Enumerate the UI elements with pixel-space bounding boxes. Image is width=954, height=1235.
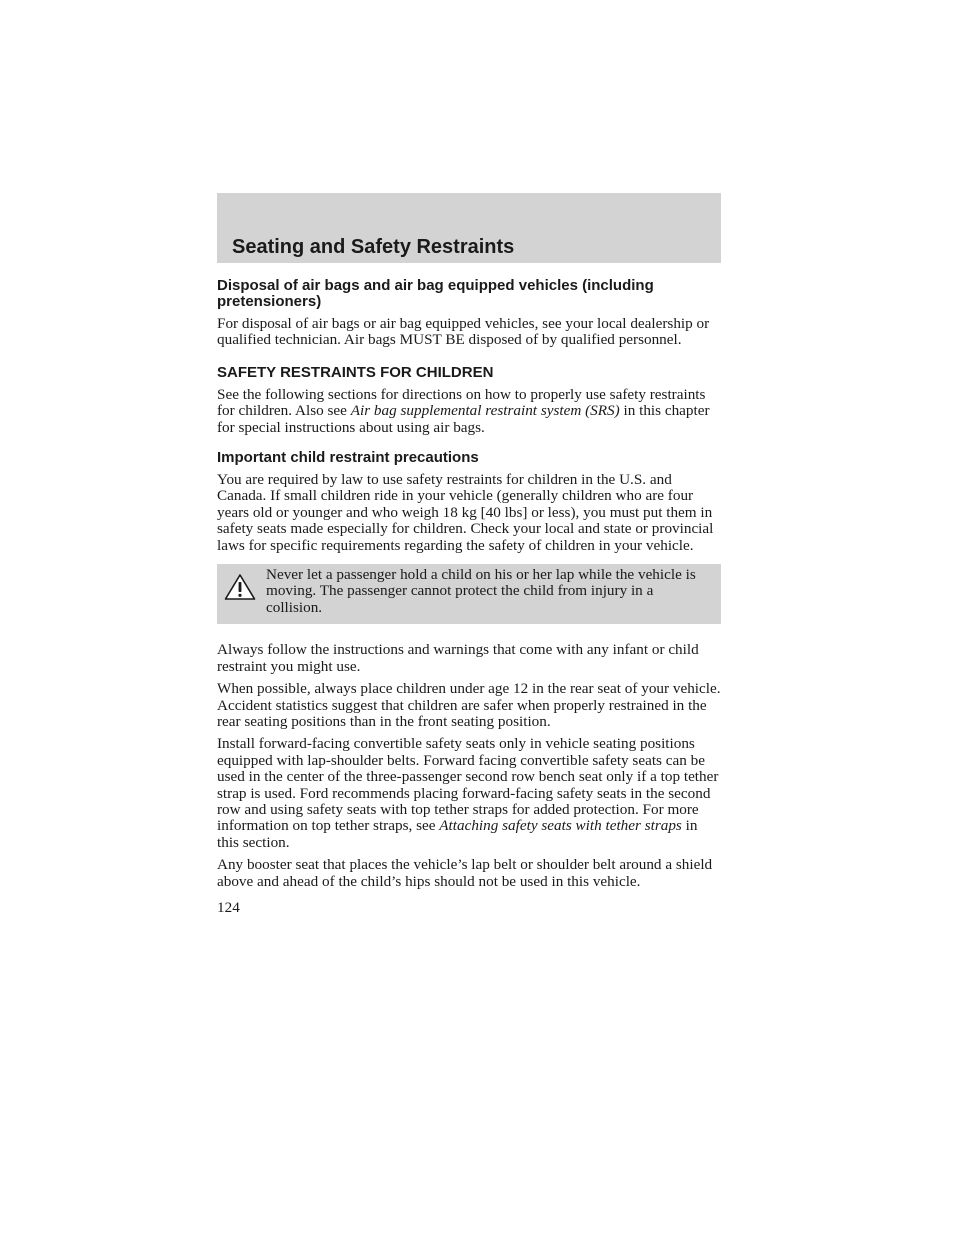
children-paragraph xyxy=(217,387,721,436)
install-text-start: Install forward-facing convertible safety seats only in vehicle seating positions equipped with lap-shoulder belts. Forward facing convertible safety seats can be used in the center of the three-passenger second row bench seat only if a top tether strap is used. Ford recommends placing forward-facing safety seats in the second row and using safety seats with top tether straps for added protection. For more information on top tether straps, see xyxy=(217,735,719,835)
children-heading: SAFETY RESTRAINTS FOR CHILDREN xyxy=(217,363,494,381)
disposal-heading: Disposal of air bags and air bag equipped vehicles (including pretensioners) xyxy=(217,277,654,310)
install-paragraph xyxy=(217,736,721,851)
precautions-paragraph: You are required by law to use safety restraints for children in the U.S. and Canada. If small children ride in your vehicle (generally children who are four years old or younger and who weigh 18 kg [40 lbs] or less), you must put them in safety seats made especially for children. Check your local and state or provincial laws for specific requirements regarding the safety of children in your vehicle. xyxy=(217,471,714,554)
booster-paragraph: Any booster seat that places the vehicle’s lap belt or shoulder belt around a shield above and ahead of the child’s hips should not be used in this vehicle. xyxy=(217,856,713,890)
children-text-start: See the following sections for directions on how to properly use safety restraints for children. Also see xyxy=(217,385,706,420)
chapter-header xyxy=(217,193,721,263)
manual-page xyxy=(217,193,721,916)
tether-reference: Attaching safety seats with tether straps xyxy=(439,817,682,835)
disposal-paragraph: For disposal of air bags or air bag equipped vehicles, see your local dealership or qualified technician. Air bags MUST BE disposed of by qualified personnel. xyxy=(217,315,710,349)
install-text-end: in this section. xyxy=(217,817,698,851)
page-content xyxy=(217,278,721,916)
rear-seat-paragraph: When possible, always place children under age 12 in the rear seat of your vehicle. Accident statistics suggest that children are safer when properly restrained in the rear seating positions than in the front seating position. xyxy=(217,680,721,730)
warning-text: Never let a passenger hold a child on his or her lap while the vehicle is moving. The passenger cannot protect the child from injury in a collision. xyxy=(266,566,696,616)
srs-reference: Air bag supplemental restraint system (SRS) xyxy=(350,402,620,420)
children-text-end: in this chapter for special instructions about using air bags. xyxy=(217,402,710,436)
page-number: 124 xyxy=(217,898,240,916)
precautions-heading: Important child restraint precautions xyxy=(217,449,479,467)
chapter-title: Seating and Safety Restraints xyxy=(232,236,515,258)
follow-instructions-paragraph: Always follow the instructions and warnings that come with any infant or child restraint you might use. xyxy=(217,641,699,675)
warning-triangle-icon xyxy=(224,573,256,601)
warning-box xyxy=(217,564,721,624)
